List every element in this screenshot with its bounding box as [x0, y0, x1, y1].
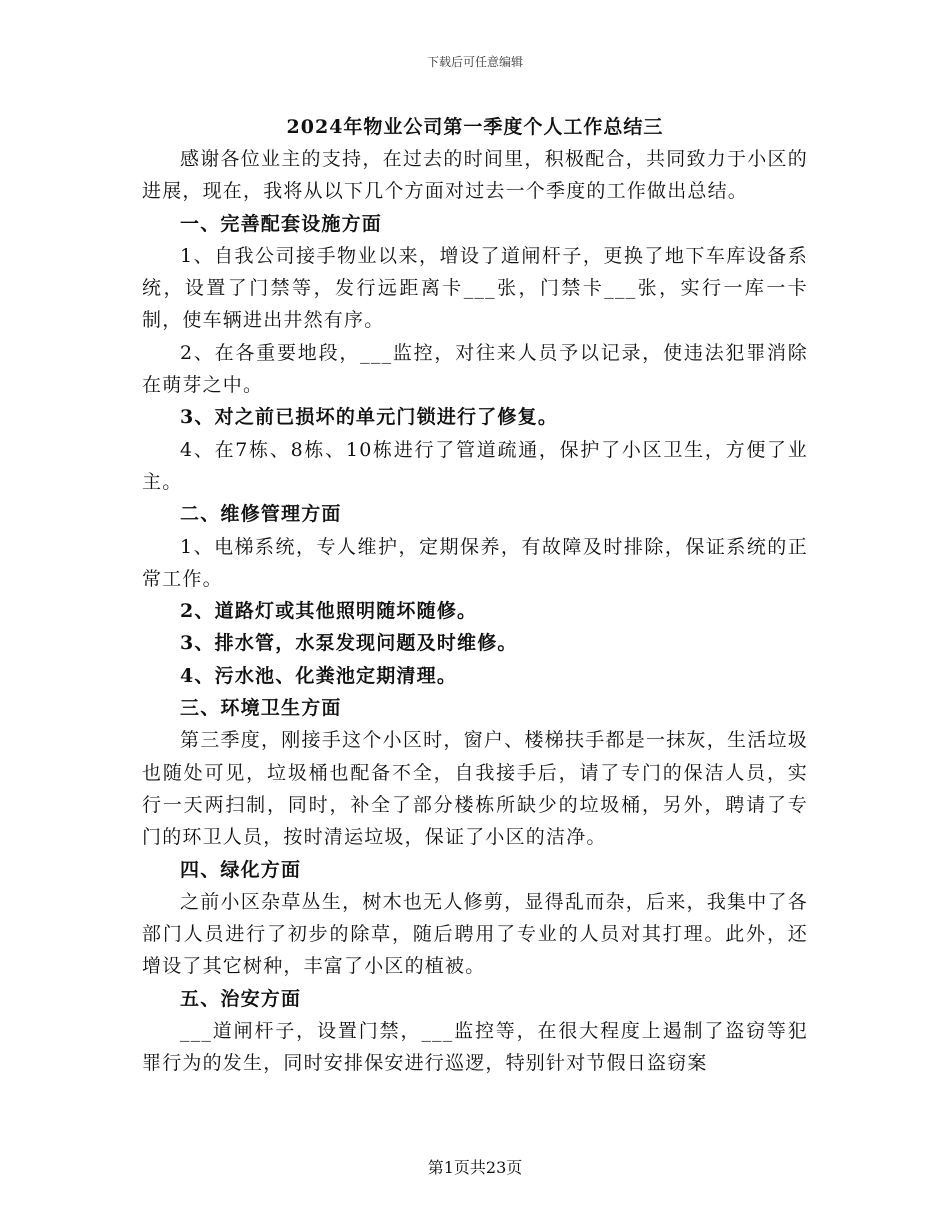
list-item: 3、排水管，水泵发现问题及时维修。: [180, 632, 518, 655]
list-item: 1、电梯系统，专人维护，定期保养，有故障及时排除，保证系统的正常工作。: [142, 535, 808, 590]
list-item: 3、对之前已损坏的单元门锁进行了修复。: [180, 406, 559, 429]
list-item: 4、污水池、化粪池定期清理。: [180, 664, 458, 687]
section-heading-greening: 四、绿化方面: [180, 858, 302, 881]
paragraph-security: ___道闸杆子，设置门禁，___监控等，在很大程度上遏制了盗窃等犯罪行为的发生，同时安排保安进行巡逻，特别针对节假日盗窃案: [142, 1020, 808, 1075]
document-body: [142, 143, 808, 1080]
list-item: 2、在各重要地段，___监控，对往来人员予以记录，使违法犯罪消除在萌芽之中。: [142, 341, 808, 397]
list-item: 1、自我公司接手物业以来，增设了道闸杆子，更换了地下车库设备系统，设置了门禁等，发行远距离卡___张，门禁卡___张，实行一库一卡制，使车辆进出井然有序。: [142, 244, 808, 332]
page-number: 第1页共23页: [427, 1158, 523, 1177]
section-heading-maintenance: 二、维修管理方面: [180, 503, 342, 526]
section-heading-facilities: 一、完善配套设施方面: [180, 212, 383, 235]
header-note: 下载后可任意编辑: [426, 55, 523, 69]
document-title: 2024年物业公司第一季度个人工作总结三: [286, 116, 664, 138]
list-item: 4、在7栋、8栋、10栋进行了管道疏通，保护了小区卫生，方便了业主。: [142, 438, 808, 493]
section-heading-sanitation: 三、环境卫生方面: [180, 697, 342, 720]
paragraph-greening: 之前小区杂草丛生，树木也无人修剪，显得乱而杂，后来，我集中了各部门人员进行了初步的除草，随后聘用了专业的人员对其打理。此外，还增设了其它树种，丰富了小区的植被。: [142, 890, 808, 978]
section-heading-security: 五、治安方面: [180, 987, 302, 1010]
list-item: 2、道路灯或其他照明随坏随修。: [180, 600, 478, 623]
paragraph-sanitation: 第三季度，刚接手这个小区时，窗户、楼梯扶手都是一抹灰，生活垃圾也随处可见，垃圾桶也配备不全，自我接手后，请了专门的保洁人员，实行一天两扫制，同时，补全了部分楼栋所缺少的垃圾桶，另外，聘请了专门的环卫人员，按时清运垃圾，保证了小区的洁净。: [142, 729, 808, 849]
paragraph-intro: 感谢各位业主的支持，在过去的时间里，积极配合，共同致力于小区的进展，现在，我将从以下几个方面对过去一个季度的工作做出总结。: [142, 148, 808, 203]
